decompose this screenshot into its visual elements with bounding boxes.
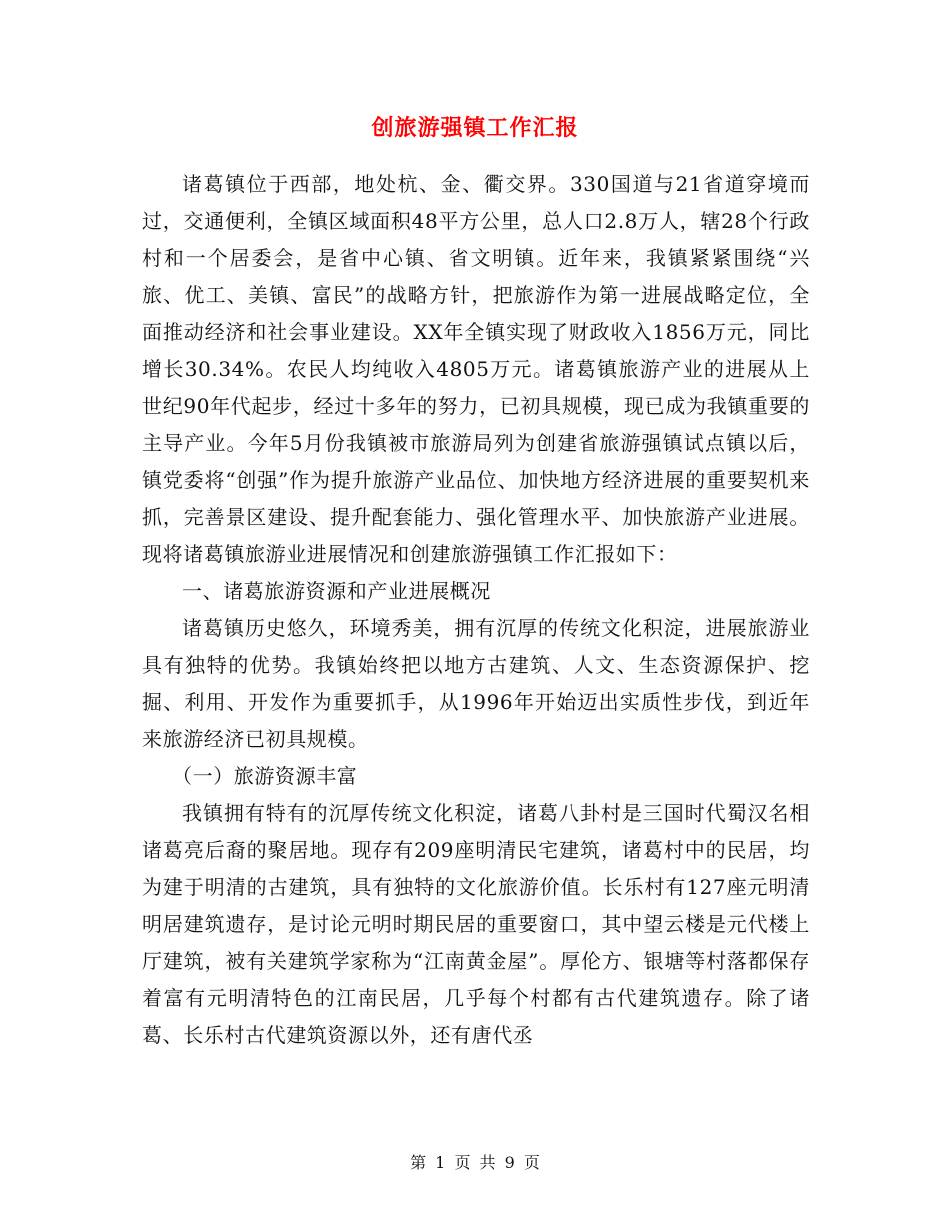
- intro-paragraph: 诸葛镇位于西部，地处杭、金、衢交界。330国道与21省道穿境而过，交通便利，全镇区域面积48平方公里，总人口2.8万人，辖28个行政村和一个居委会，是省中心镇、省文明镇。近年来，我镇紧紧围绕“兴旅、优工、美镇、富民”的战略方针，把旅游作为第一进展战略定位，全面推动经济和社会事业建设。XX年全镇实现了财政收入1856万元，同比增长30.34%。农民人均纯收入4805万元。诸葛镇旅游产业的进展从上世纪90年代起步，经过十多年的努力，已初具规模，现已成为我镇重要的主导产业。今年5月份我镇被市旅游局列为创建省旅游强镇试点镇以后，镇党委将“创强”作为提升旅游产业品位、加快地方经济进展的重要契机来抓，完善景区建设、提升配套能力、强化管理水平、加快旅游产业进展。现将诸葛镇旅游业进展情况和创建旅游强镇工作汇报如下：: [142, 172, 810, 566]
- document-body: [142, 166, 810, 1054]
- subsection-paragraph: 我镇拥有特有的沉厚传统文化积淀，诸葛八卦村是三国时代蜀汉名相诸葛亮后裔的聚居地。现存有209座明清民宅建筑，诸葛村中的民居，均为建于明清的古建筑，具有独特的文化旅游价值。长乐村有127座元明清明居建筑遗存，是讨论元明时期民居的重要窗口，其中望云楼是元代楼上厅建筑，被有关建筑学家称为“江南黄金屋”。厚伦方、银塘等村落都保存着富有元明清特色的江南民居，几乎每个村都有古代建筑遗存。除了诸葛、长乐村古代建筑资源以外，还有唐代丞: [142, 801, 810, 1047]
- document-title: 创旅游强镇工作汇报: [371, 115, 579, 141]
- subsection-heading: （一）旅游资源丰富: [172, 764, 358, 788]
- section-paragraph: 诸葛镇历史悠久，环境秀美，拥有沉厚的传统文化积淀，进展旅游业具有独特的优势。我镇始终把以地方古建筑、人文、生态资源保护、挖掘、利用、开发作为重要抓手，从1996年开始迈出实质性步伐，到近年来旅游经济已初具规模。: [142, 616, 810, 751]
- section-heading: 一、诸葛旅游资源和产业进展概况: [182, 579, 491, 603]
- page-footer: 第 1 页 共 9 页: [410, 1153, 540, 1172]
